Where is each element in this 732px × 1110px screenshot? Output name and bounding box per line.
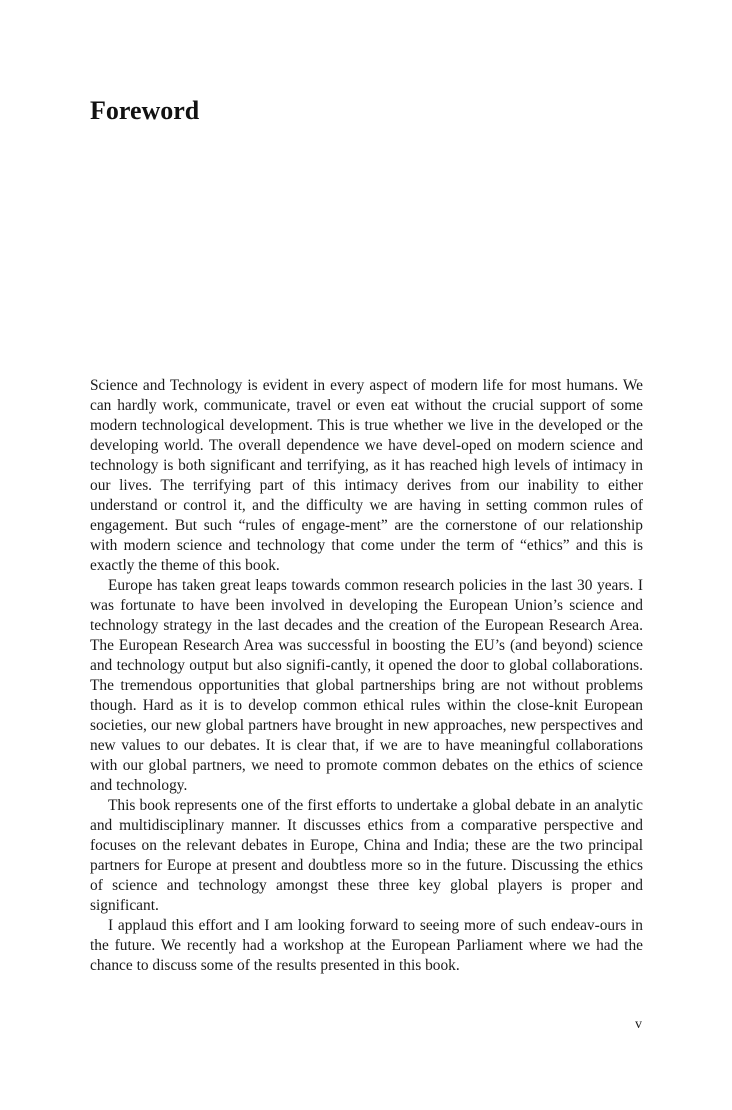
paragraph-3: This book represents one of the first efforts to undertake a global debate in an analytic and multidisciplinary manner. It discusses ethics from a comparative perspective and focuses on the relevant debates in Europe, China and India; these are the two principal partners for Europe at present and doubtless more so in the future. Discussing the ethics of science and technology amongst these three key global players is proper and significant. xyxy=(90,797,643,914)
paragraph-4: I applaud this effort and I am looking forward to seeing more of such endeav-ours in the future. We recently had a workshop at the European Parliament where we had the chance to discuss some of the results presented in this book. xyxy=(90,917,643,974)
page-number: v xyxy=(635,1017,642,1032)
chapter-heading: Foreword xyxy=(90,96,200,125)
paragraph-2: Europe has taken great leaps towards common research policies in the last 30 years. I was fortunate to have been involved in developing the European Union’s science and technology strategy in the last decades and the creation of the European Research Area. The European Research Area was successful in boosting the EU’s (and beyond) science and technology output but also signifi-cantly, it opened the door to global collaborations. The tremendous opportunities that global partnerships bring are not without problems though. Hard as it is to develop common ethical rules within the close-knit European societies, our new global partners have brought in new approaches, new perspectives and new values to our debates. It is clear that, if we are to have meaningful collaborations with our global partners, we need to promote common debates on the ethics of science and technology. xyxy=(90,577,643,794)
foreword-body xyxy=(90,376,643,976)
paragraph-1: Science and Technology is evident in every aspect of modern life for most humans. We can hardly work, communicate, travel or even eat without the crucial support of some modern technological development. This is true whether we live in the developed or the developing world. The overall dependence we have devel-oped on modern science and technology is both significant and terrifying, as it has reached high levels of intimacy in our lives. The terrifying part of this intimacy derives from our inability to either understand or control it, and the difficulty we are having in setting common rules of engagement. But such “rules of engage-ment” are the cornerstone of our relationship with modern science and technology that come under the term of “ethics” and this is exactly the theme of this book. xyxy=(90,377,643,574)
